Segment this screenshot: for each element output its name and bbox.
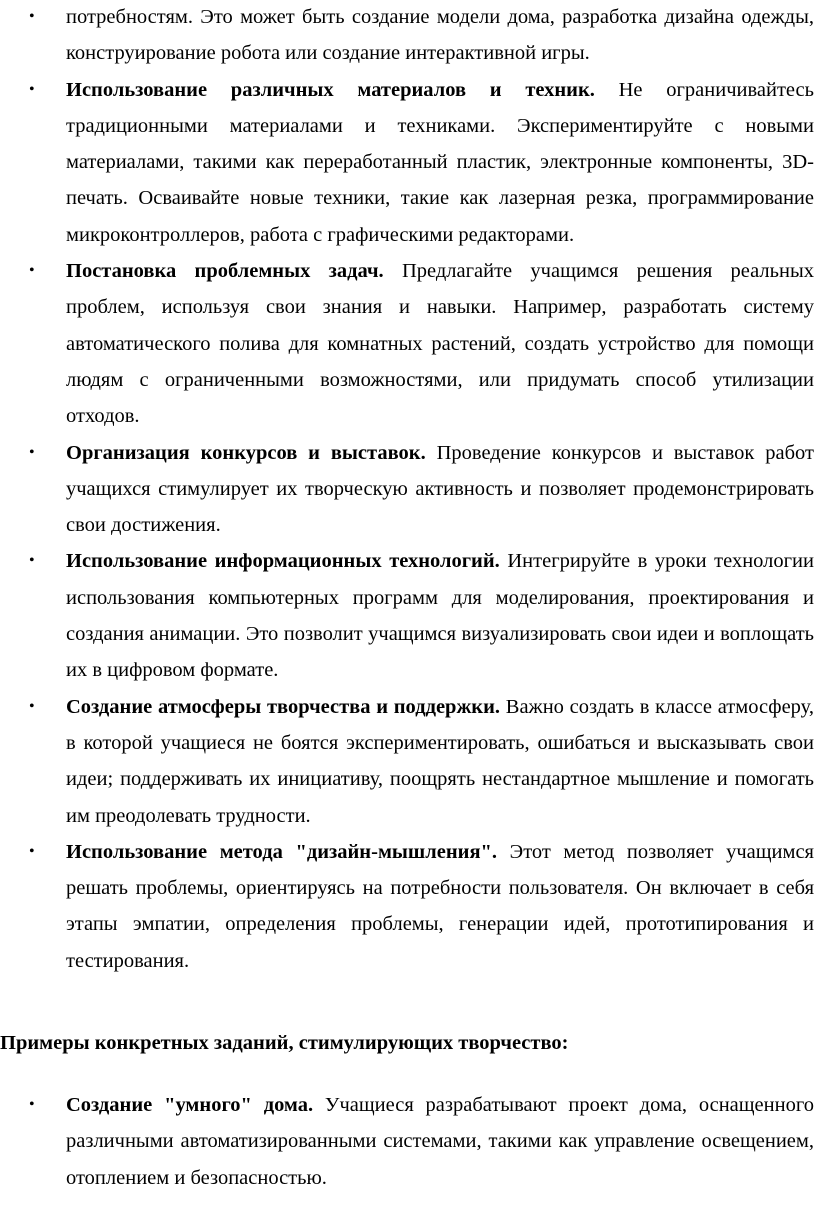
bullet-icon: • — [29, 842, 35, 860]
item-title: Организация конкурсов и выставок. — [66, 441, 426, 464]
bullet-icon: • — [29, 8, 35, 25]
list-item — [0, 72, 816, 253]
item-text: Важно создать в классе атмосферу, в которой учащиеся не боятся экспериментировать, ошибаться и высказывать свои идеи; поддерживать их инициативу, поощрять нестандартное мышление и помогать им преодолевать трудности. — [66, 695, 814, 827]
examples-list — [0, 1087, 816, 1196]
item-title: Использование различных материалов и техник. — [66, 78, 595, 101]
item-title: Использование метода "дизайн-мышления". — [66, 840, 498, 863]
item-title: Создание "умного" дома. — [66, 1094, 314, 1116]
bullet-icon: • — [29, 80, 35, 98]
item-title: Постановка проблемных задач. — [66, 260, 384, 283]
list-item — [0, 253, 816, 434]
bullet-icon: • — [29, 697, 35, 715]
item-text: Предлагайте учащимся решения реальных проблем, используя свои знания и навыки. Например, разработать систему автоматического полива для комнатных растений, создать устройство для помощи людям с ограниченными возможностями, или придумать способ утилизации отходов. — [66, 260, 815, 428]
list-item — [0, 0, 816, 72]
item-text: потребностям. Это может быть создание модели дома, разработка дизайна одежды, конструирование робота или создание интерактивной игры. — [66, 6, 814, 65]
list-item — [0, 689, 816, 834]
bullet-icon: • — [29, 552, 35, 570]
item-text: Интегрируйте в уроки технологии использования компьютерных программ для моделирования, проектирования и создания анимации. Это позволит учащимся визуализировать свои идеи и воплощать их в цифровом формате. — [66, 550, 814, 682]
item-text: Проведение конкурсов и выставок работ учащихся стимулирует их творческую активность и позволяет продемонстрировать свои достижения. — [66, 441, 814, 537]
item-text: Этот метод позволяет учащимся решать проблемы, ориентируясь на потребности пользователя. Он включает в себя этапы эмпатии, определения проблемы, генерации идей, прототипирования и тестирования. — [66, 840, 814, 972]
item-title: Создание атмосферы творчества и поддержки. — [66, 695, 501, 718]
item-text: Учащиеся разрабатывают проект дома, оснащенного различными автоматизированными системами, такими как управление освещением, отоплением и безопасностью. — [66, 1094, 814, 1189]
bullet-icon: • — [29, 1096, 35, 1113]
bullet-icon: • — [29, 262, 35, 280]
list-item — [0, 543, 816, 688]
section-heading: Примеры конкретных заданий, стимулирующих творчество: — [0, 1032, 569, 1054]
item-title: Использование информационных технологий. — [66, 550, 500, 573]
item-text: Не ограничивайтесь традиционными материалами и техниками. Экспериментируйте с новыми материалами, такими как переработанный пластик, электронные компоненты, 3D-печать. Осваивайте новые техники, такие как лазерная резка, программирование микроконтроллеров, работа с графическими редакторами. — [66, 78, 814, 246]
bullet-icon: • — [29, 443, 35, 461]
list-item — [0, 834, 816, 979]
list-item — [0, 1087, 816, 1196]
list-item — [0, 435, 816, 544]
